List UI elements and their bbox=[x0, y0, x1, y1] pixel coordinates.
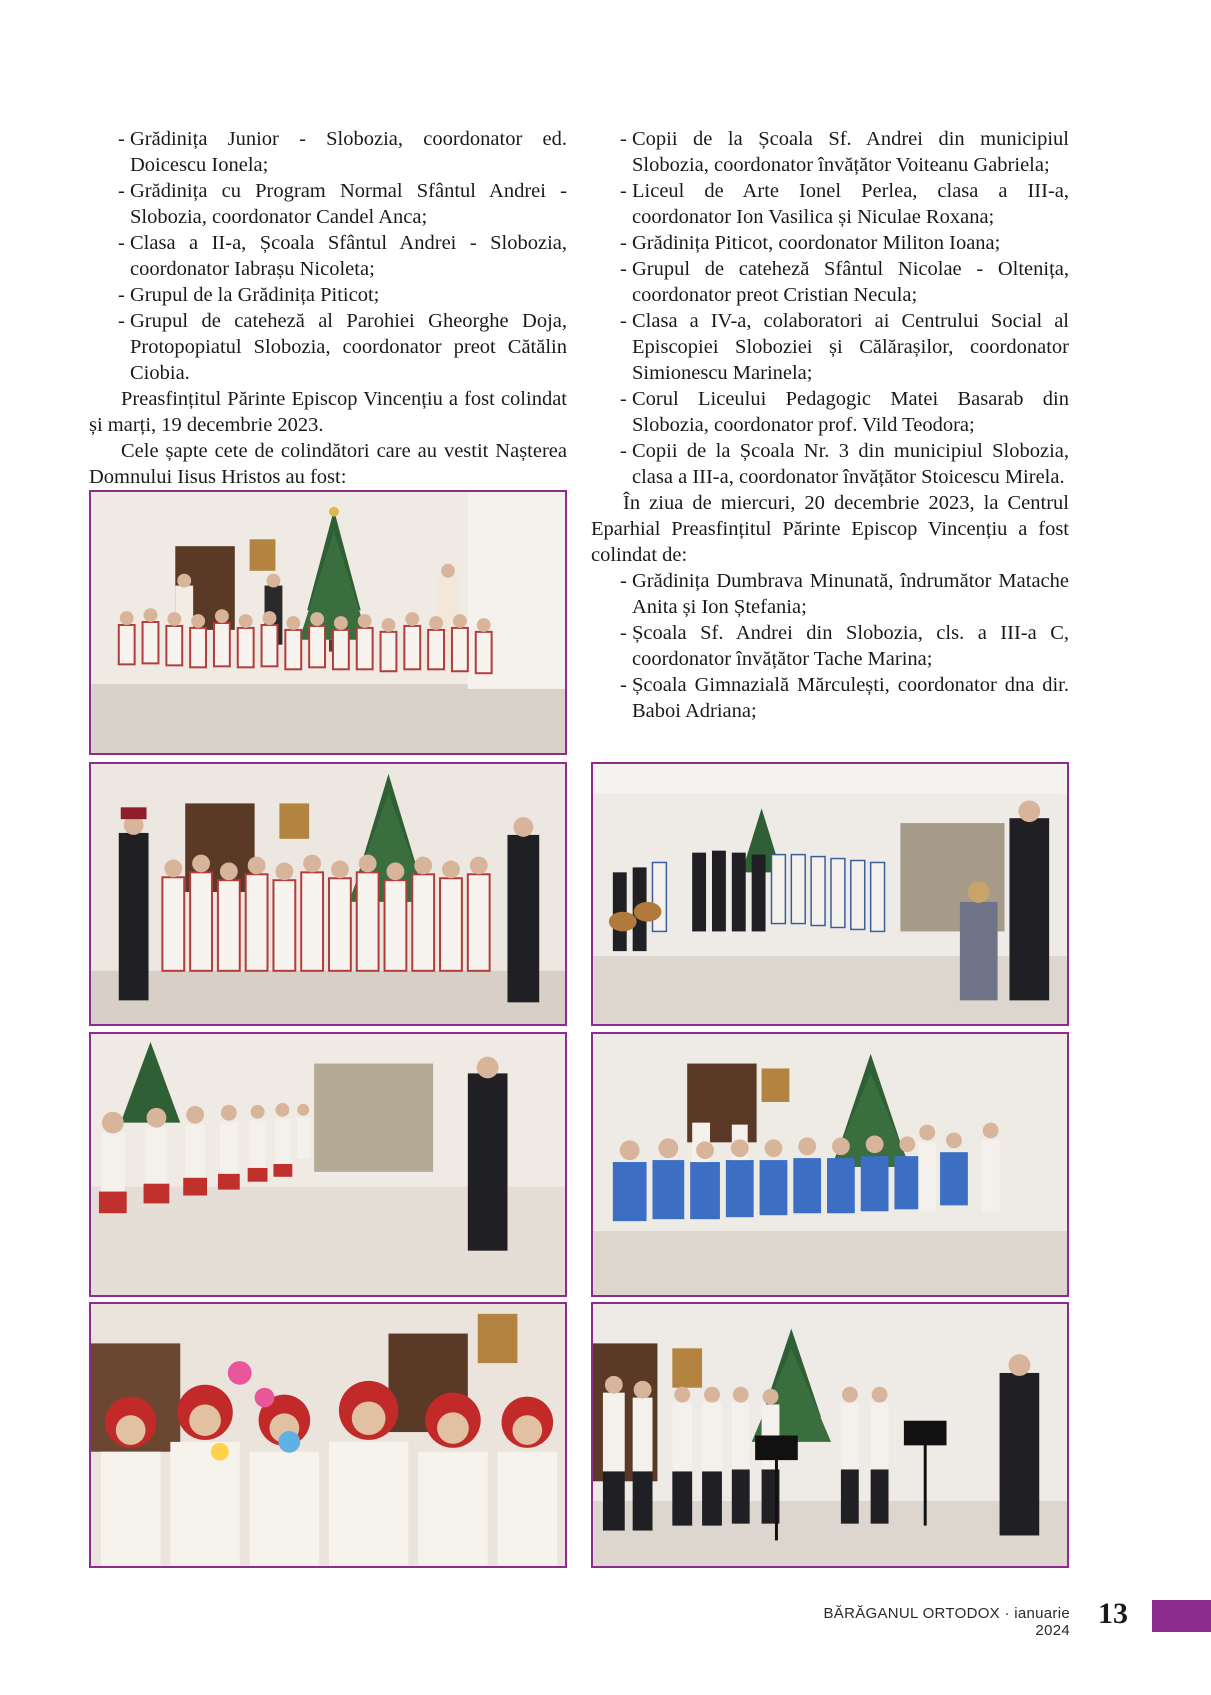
photo-illustration bbox=[593, 1304, 1067, 1566]
photo-illustration bbox=[593, 1034, 1067, 1295]
photo-illustration bbox=[91, 1034, 565, 1295]
event-photo bbox=[89, 1302, 567, 1568]
event-photo bbox=[89, 490, 567, 755]
left-text-column bbox=[89, 126, 567, 490]
accent-tab bbox=[1152, 1600, 1211, 1632]
photo-illustration bbox=[91, 492, 565, 753]
photo-illustration bbox=[593, 764, 1067, 1024]
list-item: - Școala Sf. Andrei din Slobozia, cls. a III-a C, coordonator învățător Tache Marina; bbox=[591, 620, 1069, 672]
event-photo bbox=[89, 762, 567, 1026]
event-photo bbox=[89, 1032, 567, 1297]
list-item: - Liceul de Arte Ionel Perlea, clasa a III-a, coordonator Ion Vasilica și Niculae Roxana; bbox=[591, 178, 1069, 230]
list-item: - Corul Liceului Pedagogic Matei Basarab din Slobozia, coordonator prof. Vild Teodora; bbox=[591, 386, 1069, 438]
page-number: 13 bbox=[1098, 1597, 1128, 1630]
body-paragraph: Cele șapte cete de colindători care au vestit Nașterea Domnului Iisus Hristos au fost: bbox=[89, 440, 567, 488]
event-photo bbox=[591, 1032, 1069, 1297]
list-item: - Copii de la Școala Sf. Andrei din municipiul Slobozia, coordonator învățător Voiteanu Gabriela; bbox=[591, 126, 1069, 178]
list-item: - Grădinița Dumbrava Minunată, îndrumător Matache Anita și Ion Ștefania; bbox=[591, 568, 1069, 620]
right-text-column bbox=[591, 126, 1069, 724]
body-paragraph: În ziua de miercuri, 20 decembrie 2023, la Centrul Eparhial Preasfințitul Părinte Episcop Vincențiu a fost colindat de: bbox=[591, 492, 1069, 566]
list-item: - Clasa a II-a, Școala Sfântul Andrei - Slobozia, coordonator Iabrașu Nicoleta; bbox=[89, 230, 567, 282]
photo-illustration bbox=[91, 764, 565, 1024]
list-item: - Grupul de cateheză al Parohiei Gheorghe Doja, Protopopiatul Slobozia, coordonator preot Cătălin Ciobia. bbox=[89, 308, 567, 386]
body-paragraph: Preasfințitul Părinte Episcop Vincențiu a fost colindat și marți, 19 decembrie 2023. bbox=[89, 388, 567, 436]
event-photo bbox=[591, 1302, 1069, 1568]
list-item: - Grădinița Piticot, coordonator Militon Ioana; bbox=[591, 230, 1069, 256]
photo-illustration bbox=[91, 1304, 565, 1566]
list-item: - Copii de la Școala Nr. 3 din municipiul Slobozia, clasa a III-a, coordonator învățător Stoicescu Mirela. bbox=[591, 438, 1069, 490]
publication-footer: BĂRĂGANUL ORTODOX · ianuarie 2024 bbox=[823, 1605, 1070, 1639]
event-photo bbox=[591, 762, 1069, 1026]
list-item: - Școala Gimnazială Mărculești, coordonator dna dir. Baboi Adriana; bbox=[591, 672, 1069, 724]
list-item: - Grupul de cateheză Sfântul Nicolae - Oltenița, coordonator preot Cristian Necula; bbox=[591, 256, 1069, 308]
list-item: - Grupul de la Grădinița Piticot; bbox=[89, 282, 567, 308]
list-item: - Grădinița cu Program Normal Sfântul Andrei - Slobozia, coordonator Candel Anca; bbox=[89, 178, 567, 230]
list-item: - Clasa a IV-a, colaboratori ai Centrului Social al Episcopiei Sloboziei și Călărașilor, coordonator Simionescu Marinela; bbox=[591, 308, 1069, 386]
list-item: - Grădinița Junior - Slobozia, coordonator ed. Doicescu Ionela; bbox=[89, 126, 567, 178]
